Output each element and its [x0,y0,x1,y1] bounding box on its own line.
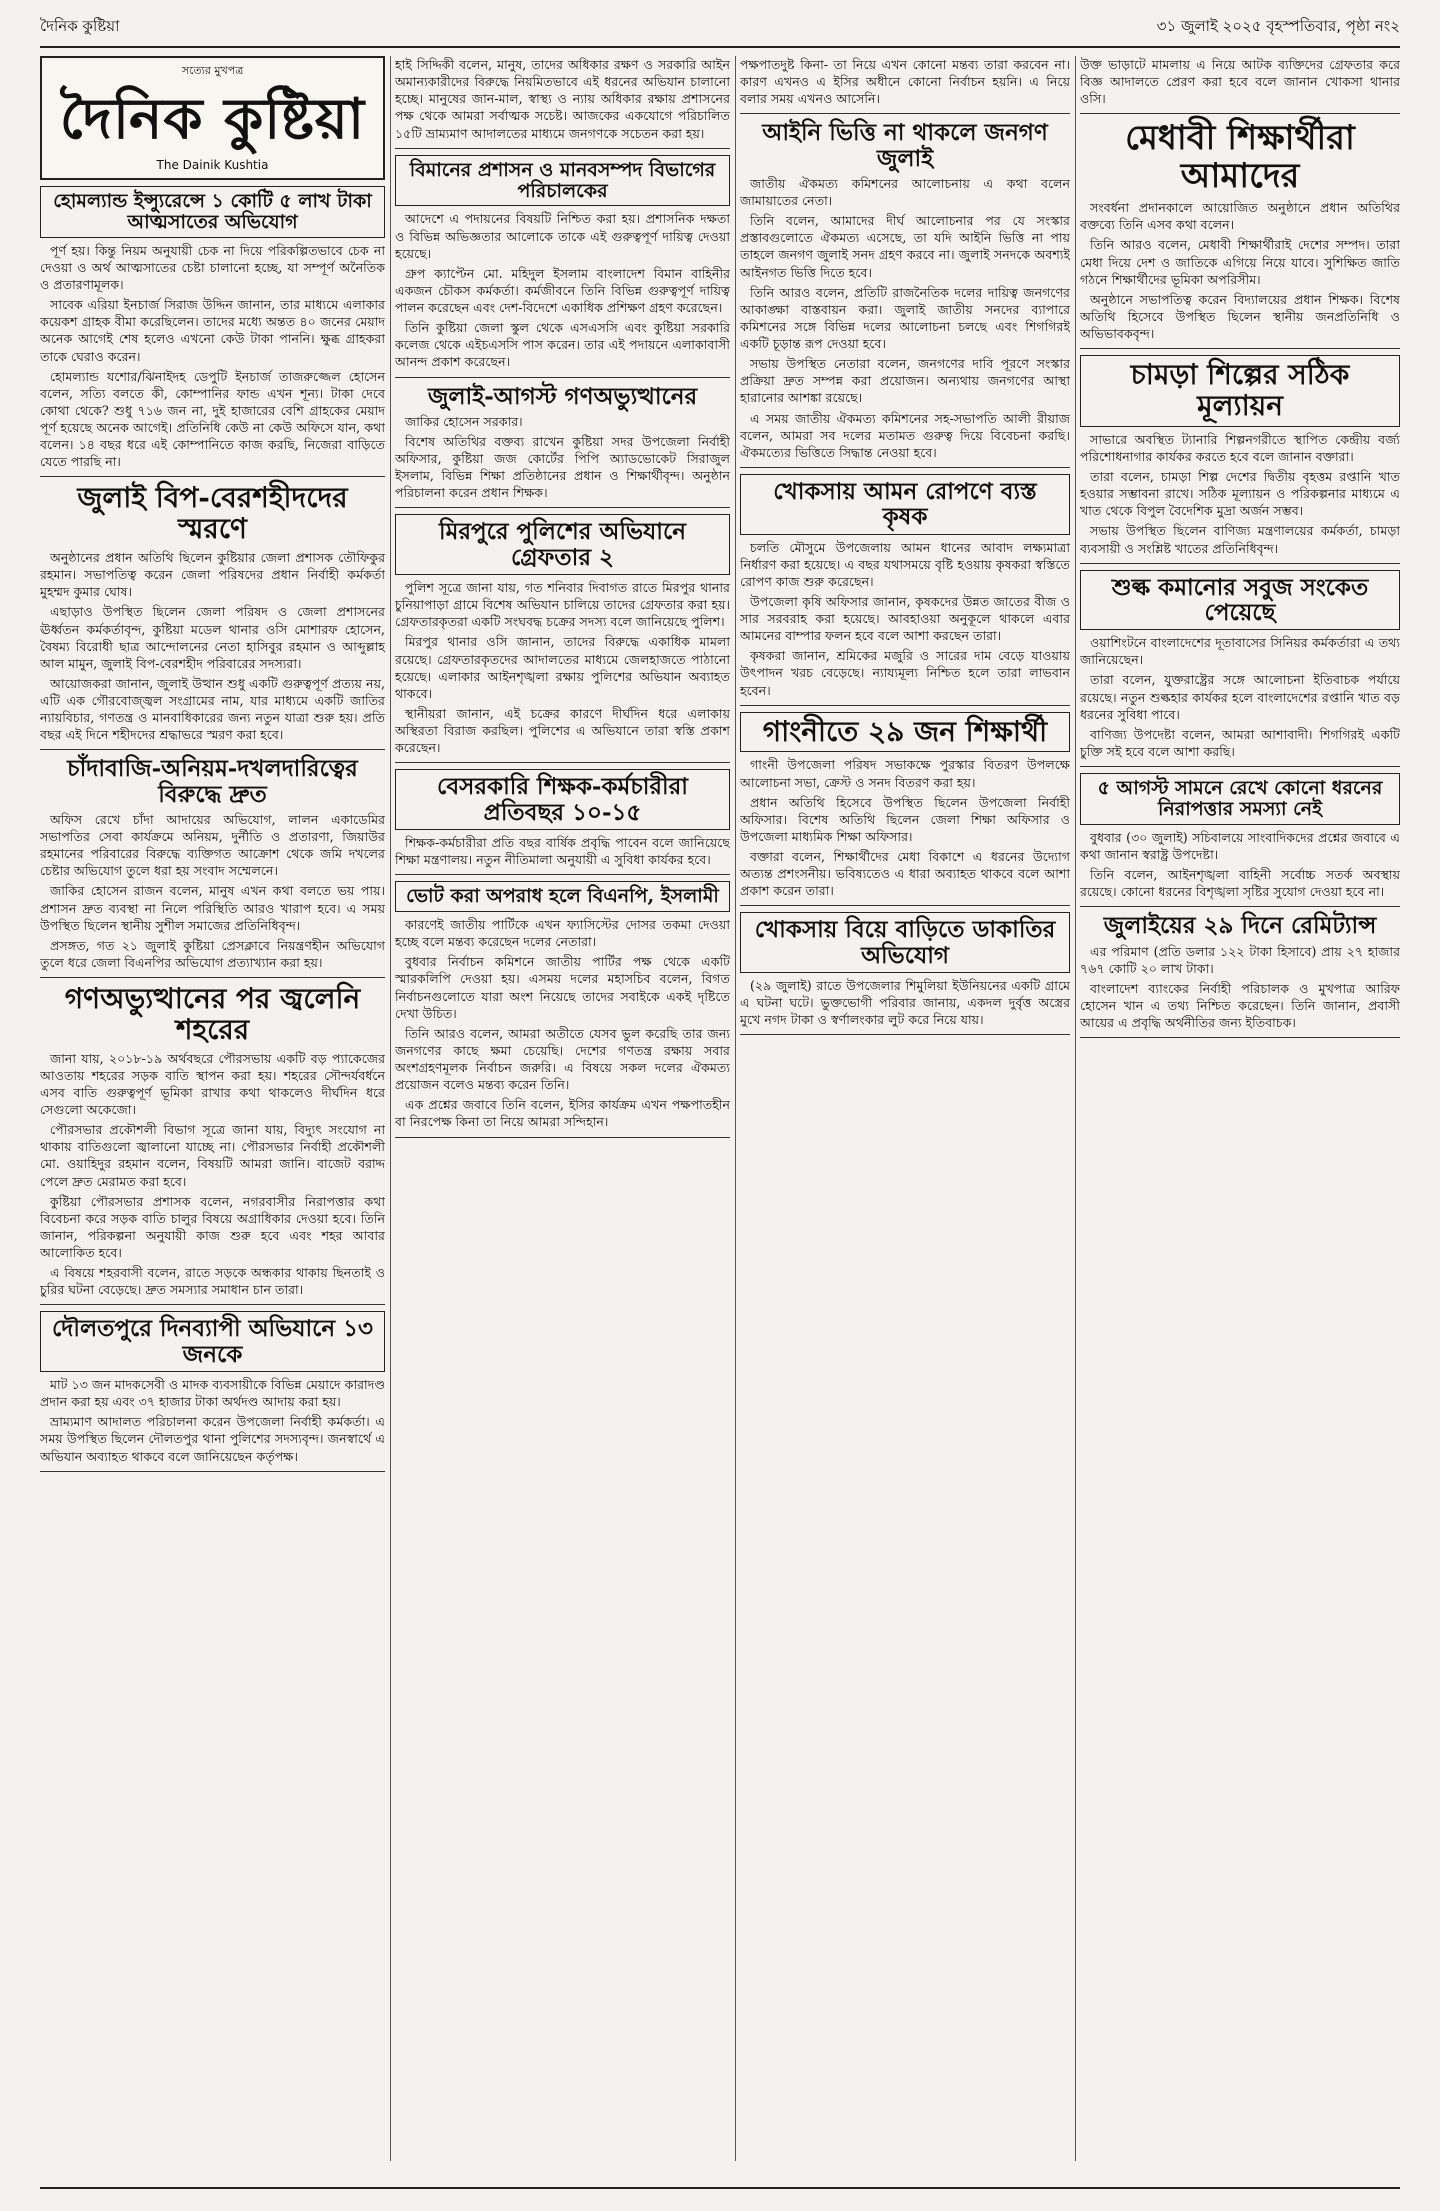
article-paragraph: সভায় উপস্থিত ছিলেন বাণিজ্য মন্ত্রণালয়ের কর্মকর্তা, চামড়া ব্যবসায়ী ও সংশ্লিষ্ট খাতের প্রতিনিধিবৃন্দ। [1080,523,1400,556]
article-paragraph: গাংনী উপজেলা পরিষদ সভাকক্ষে পুরস্কার বিতরণ উপলক্ষে আলোচনা সভা, ক্রেস্ট ও সনদ বিতরণ করা হয়। [740,757,1070,790]
article-divider [40,476,385,477]
article [740,474,1070,706]
article-paragraph: হাই সিদ্দিকী বলেন, মানুষ, তাদের অধিকার রক্ষণ ও সরকারি আইন অমান্যকারীদের বিরুদ্ধে নিয়মিতভাবে এই ধরনের অভিযান চালানো হচ্ছে। মানুষের জান-মাল, স্বাস্থ্য ও ন্যায় অধিকার রক্ষায় প্রশাসনের পক্ষ থেকে আমরা সর্বাত্মক সচেষ্ট। আজকের একযোগে পরিচালিত ১৫টি ভ্রাম্যমাণ আদালতের মাধ্যমে জনগণকে সচেতন করা হয়। [395,57,730,141]
article-paragraph: বক্তারা বলেন, শিক্ষার্থীদের মেধা বিকাশে এ ধরনের উদ্যোগ অত্যন্ত প্রশংসনীয়। ভবিষ্যতেও এ ধারা অব্যাহত থাকবে বলে আশা প্রকাশ করেন তারা। [740,849,1070,899]
article [395,56,730,149]
article-divider [395,762,730,763]
article [740,56,1070,114]
article [395,769,730,875]
article-headline: খোকসায় আমন রোপণে ব্যস্ত কৃষক [740,474,1070,535]
article-paragraph: আদেশে এ পদায়নের বিষয়টি নিশ্চিত করা হয়। প্রশাসনিক দক্ষতা ও বিভিন্ন অভিজ্ঞতার আলোকে তাকে এই গুরুত্বপূর্ণ দায়িত্ব দেওয়া হয়েছে। [395,211,730,261]
article-paragraph: প্রধান অতিথি হিসেবে উপস্থিত ছিলেন উপজেলা নির্বাহী অফিসার। বিশেষ অতিথি ছিলেন জেলা শিক্ষা অফিসার ও উপজেলা মাধ্যমিক শিক্ষা অফিসার। [740,794,1070,844]
article [1080,56,1400,114]
article [40,756,385,978]
article [1080,120,1400,349]
article [1080,570,1400,767]
article [40,1311,385,1471]
masthead-title: দৈনিক কুষ্টিয়া [59,86,366,152]
article-paragraph: সাবেক এরিয়া ইনচার্জ সিরাজ উদ্দিন জানান, তার মাধ্যমে এলাকার কয়েকশ গ্রাহক বীমা করেছিলেন। তাদের মধ্যে অন্তত ৪০ জনের মেয়াদ অনেক আগেই শেষ হলেও এখনো কেউ টাকা পাননি। ক্ষুব্ধ গ্রাহকরা তাকে ঘেরাও করেন। [40,297,385,364]
article-paragraph: এ সময় জাতীয় ঐকমত্য কমিশনের সহ-সভাপতি আলী রীয়াজ বলেন, আমরা সব দলের মতামত গুরুত্ব দিয়ে বিবেচনা করছি। ঐকমত্যের ভিত্তিতে সিদ্ধান্ত নেওয়া হবে। [740,410,1070,460]
article-paragraph: উক্ত ভাড়াটে মামলায় এ নিয়ে আটক ব্যক্তিদের গ্রেফতার করে বিজ্ঞ আদালতে প্রেরণ করা হবে বলে জানান খোকসা থানার ওসি। [1080,57,1400,107]
article-paragraph: কৃষকরা জানান, শ্রমিকের মজুরি ও সারের দাম বেড়ে যাওয়ায় উৎপাদন খরচ বেড়েছে। ন্যায্যমূল্য নিশ্চিত হলে তারা লাভবান হবেন। [740,648,1070,698]
article [740,120,1070,468]
article-paragraph: এক প্রশ্নের জবাবে তিনি বলেন, ইসির কার্যক্রম এখন পক্ষপাতহীন বা নিরপেক্ষ কিনা তা নিয়ে আমরা সন্দিহান। [395,1097,730,1130]
article-paragraph: স্থানীয়রা জানান, এই চক্রের কারণে দীর্ঘদিন ধরে এলাকায় অস্থিরতা বিরাজ করছিল। পুলিশের এ অভিযানে তারা স্বস্তি প্রকাশ করেছেন। [395,705,730,756]
article-headline: চাঁদাবাজি-অনিয়ম-দখলদারিত্বের বিরুদ্ধে দ্রুত [67,755,358,808]
article [1080,773,1400,907]
article-paragraph: তিনি আরও বলেন, মেধাবী শিক্ষার্থীরাই দেশের সম্পদ। তারা মেধা দিয়ে দেশ ও জাতিকে এগিয়ে নিয়ে যাবে। সুশিক্ষিত জাতি গঠনে শিক্ষার্থীদের ভূমিকা অপরিসীম। [1080,237,1400,287]
article-paragraph: এছাড়াও উপস্থিত ছিলেন জেলা পরিষদ ও জেলা প্রশাসনের ঊর্ধ্বতন কর্মকর্তাবৃন্দ, কুষ্টিয়া মডেল থানার ওসি মোশারফ হোসেন, বৈষম্য বিরোধী ছাত্র আন্দোলনের নেতা হাসিবুর রহমান ও আব্দুল্লাহ আল মামুন, জুলাই বিপ-বেরশহীদ পরিবারের সদস্যরা। [40,604,385,671]
article-divider [395,874,730,875]
article-paragraph: (২৯ জুলাই) রাতে উপজেলার শিমুলিয়া ইউনিয়নের একটি গ্রামে এ ঘটনা ঘটে। ভুক্তভোগী পরিবার জানায়, একদল দুর্বৃত্ত অস্ত্রের মুখে নগদ টাকা ও স্বর্ণালংকার লুট করে নিয়ে যায়। [740,978,1070,1028]
article-body [395,579,730,756]
article-paragraph: আয়োজকরা জানান, জুলাই উত্থান শুধু একটি গুরুত্বপূর্ণ প্রত্যয় নয়, এটি এক গৌরবোজ্জ্বল সংগ্রামের নাম, যার মাধ্যমে একটি জাতির ন্যায়বিচার, গণতন্ত্র ও মানবাধিকারের জন্য নতুন যাত্রা শুরু হয়। প্রতি বছর এই দিনে শহীদদের শ্রদ্ধাভরে স্মরণ করা হবে। [40,675,385,743]
masthead-tagline: সত্যের মুখপত্র [181,64,244,77]
article-body [740,175,1070,461]
article-paragraph: পূর্ণ হয়। কিন্তু নিয়ম অনুযায়ী চেক না দিয়ে পরিকল্পিতভাবে চেক না দেওয়া ও অর্থ আত্মসাতের চেষ্টা চালানো হচ্ছে, যা সম্পূর্ণ অনৈতিক ও প্রতারণামূলক। [40,242,385,293]
header-rule [40,46,1400,48]
article-headline: জুলাই বিপ-বেরশহীদদের স্মরণে [77,481,348,546]
article-headline: জুলাইয়ের ২৯ দিনে রেমিট্যান্স [1103,912,1377,940]
article [40,483,385,750]
article-divider [1080,1037,1400,1038]
article-headline: মিরপুরে পুলিশের অভিযানে গ্রেফতার ২ [395,514,730,575]
article-divider [1080,766,1400,767]
article-headline: মেধাবী শিক্ষার্থীরা আমাদের [1125,118,1355,196]
article-body [395,413,730,502]
article-body [40,1050,385,1299]
paper-name: দৈনিক কুষ্টিয়া [40,16,120,35]
masthead [40,56,385,180]
page-date: ৩১ জুলাই ২০২৫ বৃহস্পতিবার, পৃষ্ঠা নং২ [1156,16,1400,35]
article-body [40,811,385,971]
masthead-subtitle: The Dainik Kushtia [156,158,269,172]
article-paragraph: বিশেষ অতিথির বক্তব্য রাখেন কুষ্টিয়া সদর উপজেলা নির্বাহী অফিসার, কুষ্টিয়া জজ কোর্টের পিপি অ্যাডভোকেট সিরাজুল ইসলাম, বিভিন্ন শিক্ষা প্রতিষ্ঠানের প্রধান ও শিক্ষার্থীবৃন্দ। অনুষ্ঠান পরিচালনা করেন প্রধান শিক্ষক। [395,433,730,501]
article-headline: দৌলতপুরে দিনব্যাপী অভিযানে ১৩ জনকে [40,1311,385,1372]
article-headline: হোমল্যান্ড ইন্স্যুরেন্সে ১ কোটি ৫ লাখ টাকা আত্মসাতের অভিযোগ [40,186,385,238]
article-divider [1080,113,1400,114]
article-body [1080,199,1400,342]
article-body [40,549,385,743]
article-paragraph: পক্ষপাতদুষ্ট কিনা- তা নিয়ে এখন কোনো মন্তব্য তারা করবেন না। কারণ এখনও এ ইসির অধীনে কোনো নির্বাচন হয়নি। এ নিয়ে বলার সময় এখনও আসেনি। [740,57,1070,107]
article-paragraph: তিনি আরও বলেন, প্রতিটি রাজনৈতিক দলের দায়িত্ব জনগণের আকাঙ্ক্ষা বাস্তবায়ন করা। জুলাই জাতীয় সনদের ব্যাপারে কমিশনের সঙ্গে বিভিন্ন দলের আলোচনা চলছে এবং শিগগিরই একটি চূড়ান্ত রূপ দেওয়া হবে। [740,284,1070,352]
column-divider [735,56,736,2161]
article-paragraph: কারণেই জাতীয় পার্টিকে এখন ফ্যাসিস্টের দোসর তকমা দেওয়া হচ্ছে বলে মন্তব্য করেছেন দলের নেতারা। [395,917,730,950]
article-body [395,834,730,868]
article-paragraph: গ্রুপ ক্যাপ্টেন মো. মহিদুল ইসলাম বাংলাদেশ বিমান বাহিনীর একজন চৌকস কর্মকর্তা। কর্মজীবনে তিনি বিভিন্ন গুরুত্বপূর্ণ দায়িত্ব পালন করেছেন এবং দেশ-বিদেশে একাধিক প্রশিক্ষণ গ্রহণ করেছেন। [395,265,730,316]
article-paragraph: পৌরসভার প্রকৌশলী বিভাগ সূত্রে জানা যায়, বিদ্যুৎ সংযোগ না থাকায় বাতিগুলো জ্বালানো যাচ্ছে না। পৌরসভার নির্বাহী প্রকৌশলী মো. ওয়াহিদুর রহমান বলেন, বিষয়টি আমরা জানি। বাজেট বরাদ্দ পেলে দ্রুত মেরামত করা হবে। [40,1122,385,1189]
article-paragraph: বুধবার (৩০ জুলাই) সচিবালয়ে সাংবাদিকদের প্রশ্নের জবাবে এ কথা জানান স্বরাষ্ট্র উপদেষ্টা। [1080,829,1400,862]
article-body [1080,634,1400,760]
article-divider [740,905,1070,906]
article-body [740,56,1070,107]
article-headline: খোকসায় বিয়ে বাড়িতে ডাকাতির অভিযোগ [740,912,1070,973]
article-paragraph: জাকির হোসেন রাজন বলেন, মানুষ এখন কথা বলতে ভয় পায়। প্রশাসন দ্রুত ব্যবস্থা না নিলে পরিস্থিতি আরও খারাপ হবে। এ সময় উপস্থিত ছিলেন স্থানীয় সুশীল সমাজের প্রতিনিধিবৃন্দ। [40,883,385,933]
article-paragraph: সাভারে অবস্থিত ট্যানারি শিল্পনগরীতে স্থাপিত কেন্দ্রীয় বর্জ্য পরিশোধনাগার কার্যকর করতে হবে বলে জানান বক্তারা। [1080,431,1400,464]
article-divider [740,113,1070,114]
article-body [395,56,730,142]
article-paragraph: কুষ্টিয়া পৌরসভার প্রশাসক বলেন, নগরবাসীর নিরাপত্তার কথা বিবেচনা করে সড়ক বাতি চালুর বিষয়ে অগ্রাধিকার দেওয়া হবে। তিনি জানান, পরিকল্পনা অনুযায়ী কাজ শুরু হবে এবং শহর আবার আলোকিত হবে। [40,1193,385,1261]
article [1080,913,1400,1038]
article-divider [740,705,1070,706]
article-headline: গাংনীতে ২৯ জন শিক্ষার্থী [740,712,1070,753]
article-paragraph: তিনি বলেন, আইনশৃঙ্খলা বাহিনী সর্বোচ্চ সতর্ক অবস্থায় রয়েছে। কোনো ধরনের বিশৃঙ্খলা সৃষ্টির সুযোগ দেওয়া হবে না। [1080,867,1400,900]
article [740,912,1070,1035]
article-divider [395,507,730,508]
article-body [1080,943,1400,1032]
article-body [395,916,730,1131]
article-paragraph: জাতীয় ঐকমত্য কমিশনের আলোচনায় এ কথা বলেন জামায়াতের নেতা। [740,175,1070,209]
article-paragraph: প্রসঙ্গত, গত ২১ জুলাই কুষ্টিয়া প্রেসক্লাবে নিয়ন্ত্রণহীন অভিযোগ তুলে ধরে জেলা বিএনপির অভিযোগ প্রত্যাখ্যান করা হয়। [40,937,385,970]
article-paragraph: এ বিষয়ে শহরবাসী বলেন, রাতে সড়কে অন্ধকার থাকায় ছিনতাই ও চুরির ঘটনা বেড়েছে। দ্রুত সমস্যার সমাধান চান তারা। [40,1265,385,1298]
article-divider [1080,348,1400,349]
article-headline: আইনি ভিত্তি না থাকলে জনগণ জুলাই [762,119,1048,172]
article-paragraph: সংবর্ধনা প্রদানকালে আয়োজিত অনুষ্ঠানে প্রধান অতিথির বক্তব্যে তিনি এসব কথা বলেন। [1080,200,1400,233]
article-paragraph: মাট ১৩ জন মাদকসেবী ও মাদক ব্যবসায়ীকে বিভিন্ন মেয়াদে কারাদণ্ড প্রদান করা হয় এবং ৩৭ হাজার টাকা অর্থদণ্ড আদায় করা হয়। [40,1377,385,1410]
column-divider [390,56,391,2161]
article-body [1080,431,1400,557]
column-3 [740,56,1070,2166]
article-paragraph: ওয়াশিংটনে বাংলাদেশের দূতাবাসের সিনিয়র কর্মকর্তারা এ তথ্য জানিয়েছেন। [1080,635,1400,668]
article-headline: ভোট করা অপরাধ হলে বিএনপি, ইসলামী [395,881,730,912]
article-divider [395,148,730,149]
article-divider [395,1137,730,1138]
article-paragraph: পুলিশ সূত্রে জানা যায়, গত শনিবার দিবাগত রাতে মিরপুর থানার চুনিয়াপাড়া গ্রামে বিশেষ অভিযান চালিয়ে তাদের গ্রেফতার করা হয়। গ্রেফতারকৃতরা একটি সংঘবদ্ধ চক্রের সদস্য বলে জানিয়েছে পুলিশ। [395,580,730,630]
article [395,384,730,509]
article-paragraph: হোমল্যান্ড যশোর/ঝিনাইদহ ডেপুটি ইনচার্জ তাজরুজ্জেল হোসেন বলেন, সত্যি বলতে কী, কোম্পানির ফান্ড এখন শূন্য। টাকা দেবে কোথা থেকে? শুধু ৭১৬ জন না, দুই হাজারের বেশি গ্রাহকের মেয়াদ পূর্ণ হয়েছে অনেক আগেই। প্রতিনিধি কেউ না কেউ অফিসে যান, কথা বলেন। ১৪ বছর ধরে এই কোম্পানিতে কাজ করছি, নিজেরা বাড়িতে যেতে পারছি না। [40,368,385,470]
article-paragraph: বাণিজ্য উপদেষ্টা বলেন, আমরা আশাবাদী। শিগগিরই একটি চুক্তি সই হবে বলে আশা করছি। [1080,726,1400,759]
column-2 [395,56,730,2166]
article-paragraph: তিনি বলেন, আমাদের দীর্ঘ আলোচনার পর যে সংস্কার প্রস্তাবগুলোতে ঐকমত্য এসেছে, তা যদি আইনি ভিত্তি না পায় তাহলে জনগণ জুলাই সনদ গ্রহণ করবে না। জুলাই সনদকে অবশ্যই আইনগত ভিত্তি দিতে হবে। [740,213,1070,280]
article-divider [40,1471,385,1472]
article-paragraph: ভ্রাম্যমাণ আদালত পরিচালনা করেন উপজেলা নির্বাহী কর্মকর্তা। এ সময় উপস্থিত ছিলেন দৌলতপুর থানা পুলিশের সদস্যবৃন্দ। জনস্বার্থে এ অভিযান অব্যাহত থাকবে বলে জানিয়েছেন কর্তৃপক্ষ। [40,1414,385,1464]
article-body [740,539,1070,699]
article-paragraph: তিনি কুষ্টিয়া জেলা স্কুল থেকে এসএসসি এবং কুষ্টিয়া সরকারি কলেজ থেকে এইচএসসি পাস করেন। তার এই পদায়নে এলাকাবাসী আনন্দ প্রকাশ করেছেন। [395,320,730,370]
article-paragraph: অনুষ্ঠানের প্রধান অতিথি ছিলেন কুষ্টিয়ার জেলা প্রশাসক তৌফিকুর রহমান। সভাপতিত্ব করেন জেলা পরিষদের প্রধান নির্বাহী কর্মকর্তা মুহম্মদ কুমার ঘোষ। [40,550,385,600]
article-paragraph: বাংলাদেশ ব্যাংকের নির্বাহী পরিচালক ও মুখপাত্র আরিফ হোসেন খান এ তথ্য নিশ্চিত করেছেন। তিনি জানান, প্রবাসী আয়ের এ প্রবৃদ্ধি অর্থনীতির জন্য ইতিবাচক। [1080,980,1400,1031]
article-paragraph: তিনি আরও বলেন, আমরা অতীতে যেসব ভুল করেছি তার জন্য জনগণের কাছে ক্ষমা চেয়েছি। দেশের গণতন্ত্র রক্ষায় সবার অংশগ্রহণমূলক নির্বাচন জরুরি। এ বিষয়ে সকল দলের ঐকমত্য প্রয়োজন বলেও মন্তব্য করেন তিনি। [395,1025,730,1093]
article [1080,355,1400,563]
article-paragraph: সভায় উপস্থিত নেতারা বলেন, জনগণের দাবি পূরণে সংস্কার প্রক্রিয়া দ্রুত সম্পন্ন করা প্রয়োজন। অন্যথায় জনগণের আস্থা হারানোর আশঙ্কা রয়েছে। [740,356,1070,406]
article-paragraph: তারা বলেন, চামড়া শিল্প দেশের দ্বিতীয় বৃহত্তম রপ্তানি খাত হওয়ার সম্ভাবনা রাখে। সঠিক মূল্যায়ন ও পরিকল্পনার মাধ্যমে এ খাত থেকে বিপুল বৈদেশিক মুদ্রা অর্জন সম্ভব। [1080,469,1400,519]
column-4 [1080,56,1400,2166]
article-body [395,210,730,370]
column-divider [1075,56,1076,2161]
article-headline: চামড়া শিল্পের সঠিক মূল্যায়ন [1080,355,1400,427]
article [395,514,730,763]
article-headline: শুল্ক কমানোর সবুজ সংকেত পেয়েছে [1080,570,1400,631]
article-headline: জুলাই-আগস্ট গণঅভ্যুত্থানের [427,382,698,410]
article-body [740,756,1070,899]
footer-rule [40,2187,1400,2189]
article-paragraph: তারা বলেন, যুক্তরাষ্ট্রের সঙ্গে আলোচনা ইতিবাচক পর্যায়ে রয়েছে। নতুন শুল্কহার কার্যকর হলে বাংলাদেশের রপ্তানি খাত বড় ধরনের সুবিধা পাবে। [1080,672,1400,722]
article-paragraph: উপজেলা কৃষি অফিসার জানান, কৃষকদের উন্নত জাতের বীজ ও সার সরবরাহ করা হয়েছে। আবহাওয়া অনুকূলে থাকলে এবার আমনের বাম্পার ফলন হবে বলে আশা করছেন তারা। [740,593,1070,644]
article-headline: বিমানের প্রশাসন ও মানবসম্পদ বিভাগের পরিচালকের [395,155,730,207]
article-divider [1080,906,1400,907]
article [395,881,730,1137]
article-body [40,1376,385,1465]
page-header [40,10,1400,44]
article-paragraph: জানা যায়, ২০১৮-১৯ অর্থবছরে পৌরসভায় একটি বড় প্যাকেজের আওতায় শহরের সড়ক বাতি স্থাপন করা হয়। শহরের সৌন্দর্যবর্ধনে এসব বাতি গুরুত্বপূর্ণ ভূমিকা রাখার কথা থাকলেও দীর্ঘদিন ধরে সেগুলো অকেজো। [40,1050,385,1118]
article [395,155,730,378]
article-divider [740,467,1070,468]
article-paragraph: মিরপুর থানার ওসি জানান, তাদের বিরুদ্ধে একাধিক মামলা রয়েছে। গ্রেফতারকৃতদের আদালতের মাধ্যমে জেলহাজতে পাঠানো হয়েছে। এলাকার আইনশৃঙ্খলা রক্ষায় পুলিশের অভিযান অব্যাহত থাকবে। [395,634,730,701]
article-divider [40,749,385,750]
article [40,186,385,477]
article-paragraph: অনুষ্ঠানে সভাপতিত্ব করেন বিদ্যালয়ের প্রধান শিক্ষক। বিশেষ অতিথি হিসেবে উপস্থিত ছিলেন স্থানীয় জনপ্রতিনিধি ও অভিভাবকবৃন্দ। [1080,291,1400,342]
article-body [40,242,385,471]
article-divider [40,1304,385,1305]
article-paragraph: অফিস রেখে চাঁদা আদায়ের অভিযোগ, লালন একাডেমির সভাপতির সেবা কার্যক্রমে অনিয়ম, দুর্নীতি ও প্রতারণা, জিয়াউর রহমানের পরিবারের বিরুদ্ধে ব্যক্তিগত আক্রোশ থেকে জমি দখলের চেষ্টার অভিযোগ তুলে ধরা হয় সংবাদ সম্মেলনে। [40,811,385,879]
article-paragraph: শিক্ষক-কর্মচারীরা প্রতি বছর বার্ষিক প্রবৃদ্ধি পাবেন বলে জানিয়েছে শিক্ষা মন্ত্রণালয়। নতুন নীতিমালা অনুযায়ী এ সুবিধা কার্যকর হবে। [395,834,730,868]
article-body [740,977,1070,1028]
article [40,984,385,1305]
article-divider [1080,563,1400,564]
article-body [1080,829,1400,901]
article-headline: গণঅভ্যুত্থানের পর জ্বলেনি শহরের [64,982,361,1046]
article [740,712,1070,907]
article-paragraph: বুধবার নির্বাচন কমিশনে জাতীয় পার্টির পক্ষ থেকে একটি স্মারকলিপি দেওয়া হয়। এসময় দলের মহাসচিব বলেন, বিগত নির্বাচনগুলোতে যারা অংশ নিয়েছে তাদের সবাইকে একই দৃষ্টিতে দেখা উচিত। [395,954,730,1021]
article-divider [40,977,385,978]
article-paragraph: জাকির হোসেন সরকার। [405,413,523,429]
article-headline: ৫ আগস্ট সামনে রেখে কোনো ধরনের নিরাপত্তার সমস্যা নেই [1080,773,1400,825]
article-paragraph: চলতি মৌসুমে উপজেলায় আমন ধানের আবাদ লক্ষ্যমাত্রা নির্ধারণ করা হয়েছে। এ বছর যথাসময়ে বৃষ্টি হওয়ায় কৃষকরা স্বস্তিতে রোপণ কাজ শুরু করেছেন। [740,539,1070,589]
column-1 [40,56,385,2166]
article-divider [395,377,730,378]
article-headline: বেসরকারি শিক্ষক-কর্মচারীরা প্রতিবছর ১০-১৫ [395,769,730,830]
article-divider [740,1034,1070,1035]
article-paragraph: এর পরিমাণ (প্রতি ডলার ১২২ টাকা হিসাবে) প্রায় ২৭ হাজার ৭৬৭ কোটি ২০ লাখ টাকা। [1080,943,1400,976]
article-body [1080,56,1400,107]
